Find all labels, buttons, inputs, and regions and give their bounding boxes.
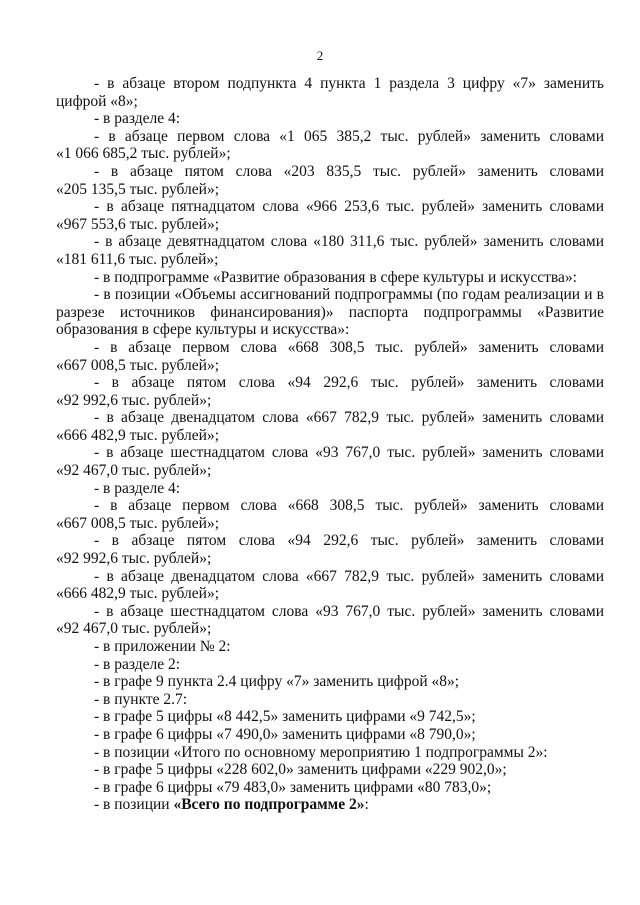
document-line: «1 066 685,2 тыс. рублей»; [56,145,231,163]
document-line: - в абзаце пятнадцатом слова «966 253,6 тыс. рублей» заменить словами [94,198,604,216]
document-line: - в приложении № 2: [94,638,231,655]
document-line: - в графе 6 цифры «79 483,0» заменить цифрами «80 783,0»; [94,778,492,796]
document-line: «666 482,9 тыс. рублей»; [56,585,219,603]
document-line: - в разделе 2: [94,655,181,673]
document-line: - в графе 6 цифры «7 490,0» заменить цифрами «8 790,0»; [94,725,476,743]
document-line: - в графе 5 цифры «8 442,5» заменить цифрами «9 742,5»; [94,708,476,726]
document-body [56,75,604,814]
document-line: «967 553,6 тыс. рублей»; [56,215,219,233]
document-line-last [56,796,604,814]
document-line: «181 611,6 тыс. рублей»; [56,250,219,268]
document-line: - в абзаце втором подпункта 4 пункта 1 раздела 3 цифру «7» заменить [94,75,604,92]
document-line: - в абзаце пятом слова «203 835,5 тыс. рублей» заменить словами [94,162,604,180]
document-line: - в графе 5 цифры «228 602,0» заменить цифрами «229 902,0»; [94,761,507,779]
last-line-bold: «Всего по подпрограмме 2» [173,796,365,814]
document-line: - в абзаце пятом слова «94 292,6 тыс. рублей» заменить словами [94,374,604,392]
document-line: «92 467,0 тыс. рублей»; [56,462,212,480]
document-line: «92 467,0 тыс. рублей»; [56,620,212,638]
document-line: - в абзаце первом слова «1 065 385,2 тыс. рублей» заменить словами [94,127,604,145]
document-line: - в абзаце двенадцатом слова «667 782,9 тыс. рублей» заменить словами [94,567,604,585]
document-line: - в абзаце шестнадцатом слова «93 767,0 тыс. рублей» заменить словами [94,444,604,462]
document-line: - в абзаце шестнадцатом слова «93 767,0 тыс. рублей» заменить словами [94,602,604,620]
document-line: - в абзаце пятом слова «94 292,6 тыс. рублей» заменить словами [94,532,604,550]
document-line: - в позиции «Итого по основному мероприятию 1 подпрограммы 2»: [94,743,548,761]
document-line: - в абзаце первом слова «668 308,5 тыс. рублей» заменить словами [94,497,604,515]
document-line: «92 992,6 тыс. рублей»; [56,550,212,568]
document-line: - в абзаце девятнадцатом слова «180 311,6 тыс. рублей» заменить словами [94,233,604,251]
document-line: - в разделе 4: [94,110,181,128]
document-line: - в абзаце первом слова «668 308,5 тыс. рублей» заменить словами [94,338,604,356]
document-line: «667 008,5 тыс. рублей»; [56,356,219,374]
document-line: - в разделе 4: [94,479,181,497]
document-line: разрезе источников финансирования)» паспорта подпрограммы «Развитие [56,303,604,321]
document-line: - в графе 9 пункта 2.4 цифру «7» заменить цифрой «8»; [94,673,460,691]
document-line: «205 135,5 тыс. рублей»; [56,180,219,198]
document-line: «92 992,6 тыс. рублей»; [56,391,212,409]
document-line: цифрой «8»; [56,92,138,110]
page-number: 2 [316,48,324,63]
document-line: «667 008,5 тыс. рублей»; [56,514,219,532]
document-line: «666 482,9 тыс. рублей»; [56,426,219,444]
document-line: - в пункте 2.7: [94,690,188,708]
last-line-prefix: - в позиции [94,796,174,814]
document-line: - в подпрограмме «Развитие образования в сфере культуры и искусства»: [94,268,577,286]
document-line: - в позиции «Объемы ассигнований подпрограммы (по годам реализации и в [94,286,604,304]
document-line: - в абзаце двенадцатом слова «667 782,9 тыс. рублей» заменить словами [94,409,604,427]
last-line-suffix: : [364,796,369,814]
document-line: образования в сфере культуры и искусства»: [56,321,350,339]
